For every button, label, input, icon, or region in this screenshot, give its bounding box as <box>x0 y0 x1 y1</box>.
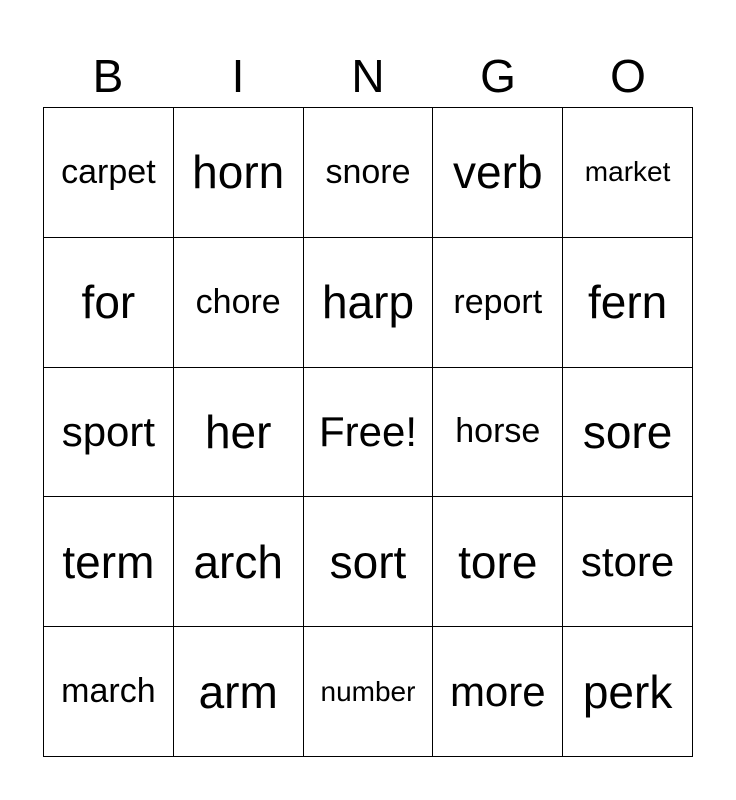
bingo-cell[interactable]: snore <box>304 108 434 238</box>
bingo-cell[interactable]: horse <box>433 368 563 498</box>
bingo-cell[interactable]: sport <box>44 368 174 498</box>
bingo-cell[interactable]: her <box>174 368 304 498</box>
bingo-cell[interactable]: harp <box>304 238 434 368</box>
header-letter-b: B <box>92 50 124 102</box>
bingo-header <box>43 46 693 106</box>
bingo-cell[interactable]: tore <box>433 497 563 627</box>
header-letter-o: O <box>610 50 646 102</box>
bingo-cell[interactable]: number <box>304 627 434 757</box>
bingo-cell[interactable]: sore <box>563 368 693 498</box>
free-space-cell[interactable]: Free! <box>304 368 434 498</box>
bingo-cell[interactable]: store <box>563 497 693 627</box>
bingo-cell[interactable]: perk <box>563 627 693 757</box>
bingo-cell[interactable]: verb <box>433 108 563 238</box>
bingo-cell[interactable]: for <box>44 238 174 368</box>
bingo-cell[interactable]: fern <box>563 238 693 368</box>
header-letter-n: N <box>351 50 385 102</box>
bingo-cell[interactable]: more <box>433 627 563 757</box>
bingo-card-grid <box>43 107 693 757</box>
bingo-cell[interactable]: arch <box>174 497 304 627</box>
header-letter-i: I <box>231 50 245 102</box>
bingo-cell[interactable]: term <box>44 497 174 627</box>
bingo-cell[interactable]: chore <box>174 238 304 368</box>
bingo-cell[interactable]: march <box>44 627 174 757</box>
header-letter-g: G <box>480 50 516 102</box>
bingo-cell[interactable]: arm <box>174 627 304 757</box>
bingo-cell[interactable]: market <box>563 108 693 238</box>
bingo-cell[interactable]: sort <box>304 497 434 627</box>
bingo-cell[interactable]: carpet <box>44 108 174 238</box>
bingo-cell[interactable]: report <box>433 238 563 368</box>
bingo-cell[interactable]: horn <box>174 108 304 238</box>
